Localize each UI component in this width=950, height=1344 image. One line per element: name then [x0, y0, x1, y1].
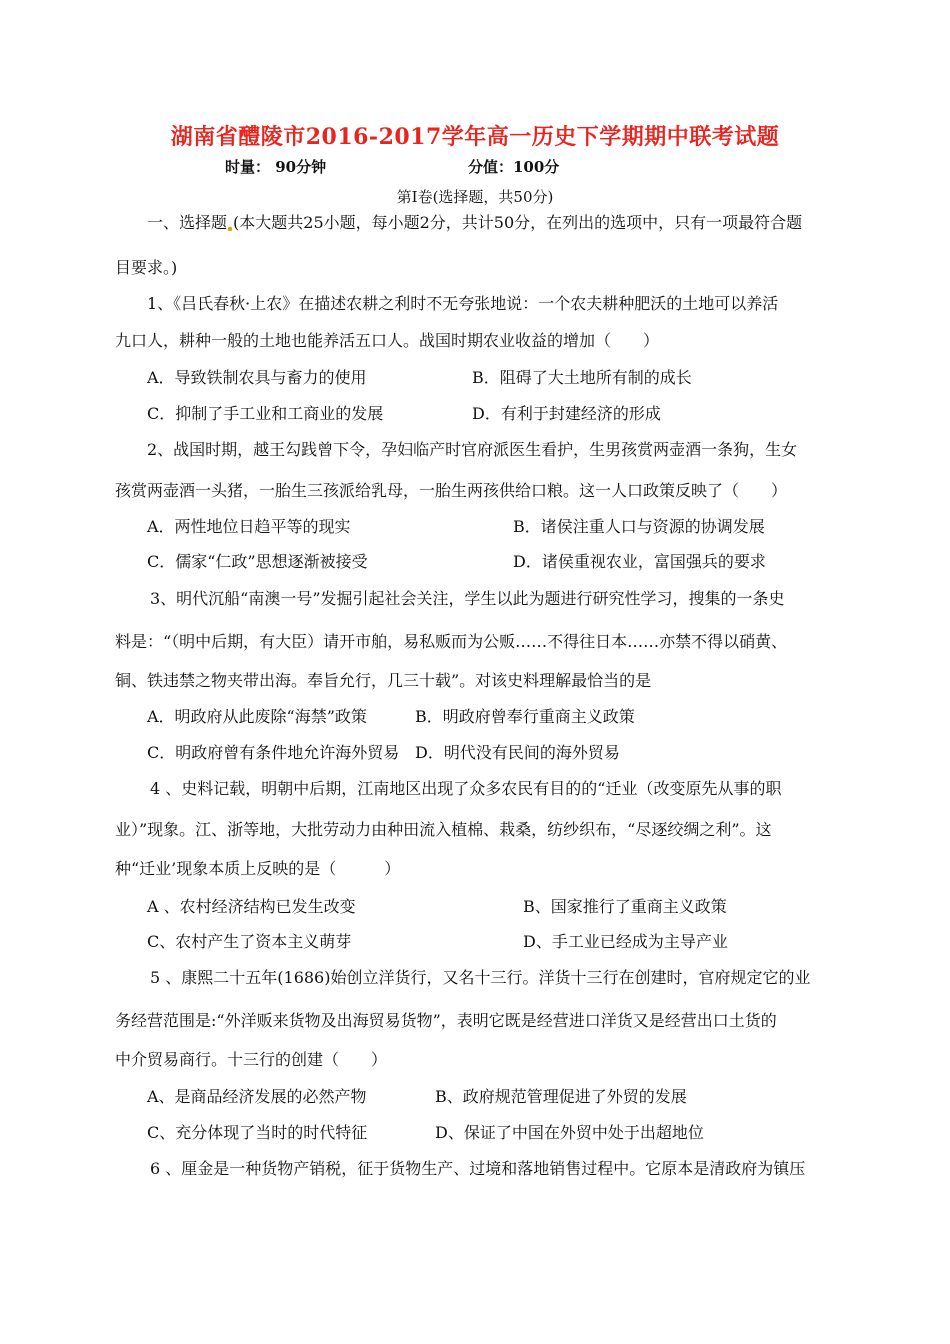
question-5-line-2: 务经营范围是:“外洋贩来货物及出海贸易货物”，表明它既是经营进口洋货又是经营出口土货的: [115, 1011, 777, 1030]
question-6-line-1: 6 、厘金是一种货物产销税，征于货物生产、过境和落地销售过程中。它原本是清政府为镇压: [150, 1159, 806, 1178]
question-1-option-b[interactable]: B．阻碍了大土地所有制的成长: [472, 368, 692, 387]
volume-heading: 第Ⅰ卷(选择题，共50分): [396, 188, 554, 206]
question-3-option-a[interactable]: A．明政府从此废除“海禁”政策: [147, 707, 367, 726]
question-4-line-3: 种“迁业’现象本质上反映的是（ ）: [115, 859, 401, 878]
question-4-option-b[interactable]: B、国家推行了重商主义政策: [523, 897, 727, 916]
question-3-option-d[interactable]: D．明代没有民间的海外贸易: [415, 743, 620, 762]
question-5-option-d[interactable]: D、保证了中国在外贸中处于出超地位: [435, 1123, 704, 1142]
question-5-option-b[interactable]: B、政府规范管理促进了外贸的发展: [435, 1087, 687, 1106]
question-4-option-c[interactable]: C、农村产生了资本主义萌芽: [147, 932, 352, 951]
question-3-option-b[interactable]: B．明政府曾奉行重商主义政策: [415, 707, 635, 726]
section-instruction-cont: 目要求。): [115, 258, 178, 277]
page-title: 湖南省醴陵市2016-2017学年高一历史下学期期中联考试题: [170, 124, 780, 150]
question-4-line-2: 业）”现象。江、浙等地，大批劳动力由种田流入植棉、栽桑，纺纱织布，“尽逐绞绸之利”。这: [115, 820, 772, 839]
exam-time: 时量： 90分钟: [225, 158, 327, 176]
question-3-line-1: 3、明代沉船“南澳一号”发掘引起社会关注，学生以此为题进行研究性学习，搜集的一条史: [150, 589, 785, 608]
question-1-option-a[interactable]: A．导致铁制农具与畜力的使用: [147, 368, 367, 387]
section-heading: 一、选择题: [147, 213, 228, 232]
question-5-option-a[interactable]: A、是商品经济发展的必然产物: [147, 1087, 367, 1106]
question-2-line-1: 2、战国时期，越王勾践曾下令，孕妇临产时官府派医生看护，生男孩赏两壶酒一条狗，生女: [147, 440, 798, 459]
question-1-line-1: 1、《吕氏春秋·上农》在描述农耕之利时不无夸张地说：一个农夫耕种肥沃的土地可以养活: [147, 294, 779, 313]
exam-score: 分值：100分: [468, 158, 560, 176]
question-4-option-a[interactable]: A 、农村经济结构已发生改变: [147, 897, 356, 916]
question-5-line-1: 5 、康熙二十五年(1686)始创立洋货行，又名十三行。洋货十三行在创建时，官府规定它的业: [150, 968, 811, 987]
question-5-line-3: 中介贸易商行。十三行的创建（ ）: [115, 1050, 388, 1069]
edit-mark: [228, 227, 232, 231]
question-2-option-c[interactable]: C．儒家“仁政”思想逐渐被接受: [147, 552, 368, 571]
question-1-option-c[interactable]: C．抑制了手工业和工商业的发展: [147, 404, 384, 423]
question-4-option-d[interactable]: D、手工业已经成为主导产业: [523, 932, 728, 951]
question-3-line-2: 料是：“（明中后期，有大臣）请开市舶，易私贩而为公贩……不得往日本……亦禁不得以硝黄、: [115, 632, 788, 651]
question-5-option-c[interactable]: C、充分体现了当时的时代特征: [147, 1123, 368, 1142]
question-2-option-a[interactable]: A．两性地位日趋平等的现实: [147, 517, 351, 536]
question-2-option-b[interactable]: B．诸侯注重人口与资源的协调发展: [513, 517, 765, 536]
question-1-option-d[interactable]: D．有利于封建经济的形成: [472, 404, 661, 423]
question-2-line-2: 孩赏两壶酒一头猪，一胎生三孩派给乳母，一胎生两孩供给口粮。这一人口政策反映了（ ）: [115, 481, 788, 500]
question-3-line-3: 铜、铁违禁之物夹带出海。奉旨允行，几三十载”。对该史料理解最恰当的是: [115, 671, 652, 690]
question-1-line-2: 九口人，耕种一般的土地也能养活五口人。战国时期农业收益的增加（ ）: [115, 331, 660, 350]
question-4-line-1: 4 、史料记载，明朝中后期，江南地区出现了众多农民有目的的“迁业（改变原先从事的职: [150, 779, 782, 798]
section-instruction: [147, 213, 802, 233]
section-rules: (本大题共25小题，每小题2分，共计50分，在列出的选项中，只有一项最符合题: [233, 213, 803, 232]
question-2-option-d[interactable]: D．诸侯重视农业，富国强兵的要求: [513, 552, 766, 571]
question-3-option-c[interactable]: C．明政府曾有条件地允许海外贸易: [147, 743, 400, 762]
